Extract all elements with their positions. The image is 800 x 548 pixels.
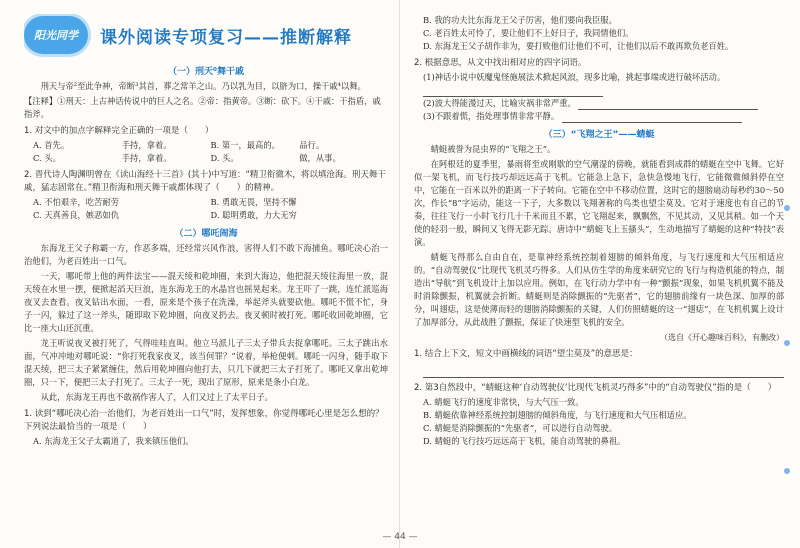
question-5: 1. 结合上下文，短文中画横线的词语“望尘莫及”的意思是：: [414, 349, 638, 359]
question-1-options: [24, 139, 388, 165]
question-3: 1. 读到“哪吒决心治一治他们，为老百姓出一口气”时，发挥想象，你觉得哪吒心里是怎么想的？下列说法最恰当的一项是（ ）: [24, 409, 384, 432]
section-title-2: （二）哪吒闹海: [174, 229, 238, 239]
question-2: 2. 晋代诗人陶渊明曾在《读山海经十三首》(其十)中写道：“精卫衔微木，将以填沧海。刑天舞干戚，猛志固常在。”精卫衔海和刑天舞干戚都体现了（ ）的精神。: [24, 170, 386, 193]
option[interactable]: D. 聪明勇敢，力大无穷: [210, 210, 297, 220]
passage-2-paragraph: 一天，哪吒带上他的两件法宝——混天绫和乾坤圈，来到大海边，他把混天绫往海里一放，混天绫在水里一摆，便掀起滔天巨浪，连东海龙王的水晶宫也摇晃起来。龙王吓了一跳，连忙派巡海夜叉去查看。夜叉钻出水面，一看，原来是个孩子在洗澡，举起斧头就要砍他。哪吒不慌不忙，身子一闪，躲过了这一斧头，随即取下乾坤圈，向夜叉扔去。夜叉顿时被打死。哪吒收回乾坤圈，它比一座大山还沉重。: [24, 271, 388, 333]
passage-1-note: 【注释】①刑天：上古神话传说中的巨人之名。②帝：指黄帝。③断：砍下。④干戚：干指盾，戚指斧。: [24, 96, 381, 119]
option-note: 做，从事。: [299, 153, 341, 163]
option[interactable]: B. 蜻蜓依靠神经系统控制翅膀的倾斜角度，与飞行速度和大气压相适应。: [423, 410, 692, 420]
source-citation: （选自《开心趣味百科》，有删改）: [660, 333, 784, 342]
section-title-3: （三）“飞翔之王”——蜻蜓: [543, 130, 655, 140]
unit-title: 课外阅读专项复习——推断解释: [100, 27, 352, 48]
passage-3-paragraph: 蜻蜓飞得那么自由自在，是靠神经系统控制着翅膀的倾斜角度，与飞行速度和大气压相适应的。“自动驾驶仪”比现代飞机灵巧得多。人们从仿生学的角度来研究它的飞行与构造机能的特点，制造出“导航”到飞机设计上加以应用。例如，在飞行动力学中有一种“颤振”现象，如果飞机机翼不能及时消除颤振，机翼就会折断。蜻蜓则是消除颤振的“先驱者”，它的翅膀前缘有一块色深、加厚的部分，叫翅痣，这是使薄而轻的翅膀消除颤振的关键，人们仿照蜻蜓的这一“翅痣”，在飞机机翼上设计了加厚部分，从此战胜了颤振，保证了快速型飞机的安全。: [414, 252, 784, 327]
option[interactable]: B. 我的功夫比东海龙王父子厉害，他们要向我臣服。: [423, 15, 617, 25]
option-note: 品行。: [299, 140, 325, 150]
question-2-options: [24, 196, 388, 222]
left-column: [24, 14, 388, 526]
sub-question: (3)不跟着慌，指处理事情非常平静。: [414, 110, 784, 123]
question-4: 2. 根据意思，从文中找出相对应的四字词语。: [414, 58, 587, 68]
passage-2-paragraph: 东海龙王父子称霸一方，作恶多端，还经常兴风作浪，害得人们不敢下海捕鱼。哪吒决心治一治他们，为老百姓出一口气。: [24, 243, 388, 266]
question-6: 2. 第3自然段中，“蜻蜓这种‘自动驾驶仪’比现代飞机灵巧得多”中的“自动驾驶仪”指的是（ ）: [414, 383, 777, 393]
passage-1-text: 刑天与帝²至此争神，帝断³其首，葬之常羊之山。乃以乳为目，以脐为口，操干戚⁴以舞。: [40, 81, 366, 91]
option[interactable]: A. 东海龙王父子太霸道了，我来镇压他们。: [33, 436, 194, 446]
option[interactable]: C. 头。: [33, 153, 61, 163]
answer-blank[interactable]: [423, 87, 603, 97]
margin-dot: [784, 205, 790, 211]
option[interactable]: A. 首先。: [33, 140, 70, 150]
answer-line[interactable]: [423, 363, 784, 378]
answer-blank[interactable]: [578, 100, 758, 110]
option-note: 手持，拿着。: [121, 140, 172, 150]
brand-logo: 阳光同学: [24, 16, 88, 54]
option-note: 手持，拿着。: [121, 153, 172, 163]
sub-question: (2)波大得能漫过天，比喻灾祸非常严重。: [414, 97, 784, 110]
passage-3-paragraph: 蜻蜓被誉为昆虫界的“飞翔之王”。: [430, 144, 556, 154]
right-column: [414, 14, 784, 526]
margin-dot: [784, 468, 790, 474]
option[interactable]: D. 东海龙王父子胡作非为，要打败他们让他们不可，让他们以后不敢再欺负老百姓。: [423, 41, 734, 51]
passage-2-paragraph: 从此，东海龙王再也不敢祸作害人了，人们又过上了太平日子。: [40, 392, 273, 402]
option[interactable]: A. 不怕艰辛，吃苦耐劳: [33, 197, 119, 207]
option[interactable]: D. 头。: [210, 153, 239, 163]
option[interactable]: C. 蜻蜓是消除颤振的“先驱者”，可以进行自动驾驶。: [423, 423, 618, 433]
option[interactable]: B. 勇敢无畏，坚持不懈: [210, 197, 297, 207]
option[interactable]: D. 蜻蜓的飞行技巧远远高于飞机，能自动驾驶的鼻祖。: [423, 436, 626, 446]
question-1: 1. 对文中的加点字解释完全正确的一项是（ ）: [24, 126, 214, 136]
option[interactable]: C. 老百姓太可怜了，要让他们不上好日子，我同情他们。: [423, 28, 634, 38]
option[interactable]: A. 蜻蜓飞行的速度非常快，与大气压一致。: [423, 397, 584, 407]
section-title-1: （一）刑天⁰舞干戚: [168, 67, 244, 77]
page-number: — 44 —: [382, 532, 418, 542]
passage-2-paragraph: 龙王听说夜叉被打死了，气得哇哇直叫。他立马派儿子三太子带兵去捉拿哪吒。三太子跳出水面，气冲冲地对哪吒说：“你打死我家夜叉，该当何罪？”说着，举枪便刺。哪吒一闪身，随手取下混天绫，把三太子紧紧缠住，然后用乾坤圈向他打去，只几下就把三太子打死了。哪吒又拿出乾坤圈，只一下，便把三太子打死了。三太子一死，现出了原形，原来是条小白龙。: [24, 338, 388, 387]
unit-header: [24, 14, 388, 56]
margin-dot: [784, 340, 790, 346]
answer-blank[interactable]: [562, 113, 742, 123]
option[interactable]: B. 第一，最高的。: [210, 140, 280, 150]
page-spine: [399, 0, 400, 548]
passage-3-paragraph: 在阿根廷的夏季里，暴雨将至或刚歇的空气潮湿的傍晚，就能看到成群的蜻蜓在空中飞舞。它好似一架飞机，而飞行技巧却远远高于飞机。它能急上急下，急快急慢地飞行，它能微微倾斜停在空中，它能在一百米以外的距离一下子转向。它能在空中不移动位置，这时它的翅膀扇动每秒约30～50次，作长“8”字运动，能这一下子，大多数以飞翔著称的鸟类也望尘莫及。它对于速度也有自己的节奏，往往飞行一小时飞行几十千米而且不累，它飞翔起来，飘飘然，不见其动，又见其稍。如一个天使的轻羽一般，瞬间又飞得无影无踪。唐诗中“蜻蜓飞上玉搔头”，生动地描写了蜻蜓的这种“特技”表演。: [414, 159, 784, 247]
sub-question: (1)神话小说中妖魔鬼怪施展法术掀起风浪，现多比喻，挑起事端或进行破坏活动。: [414, 71, 784, 97]
option[interactable]: C. 天真善良，嫉恶如仇: [33, 210, 119, 220]
